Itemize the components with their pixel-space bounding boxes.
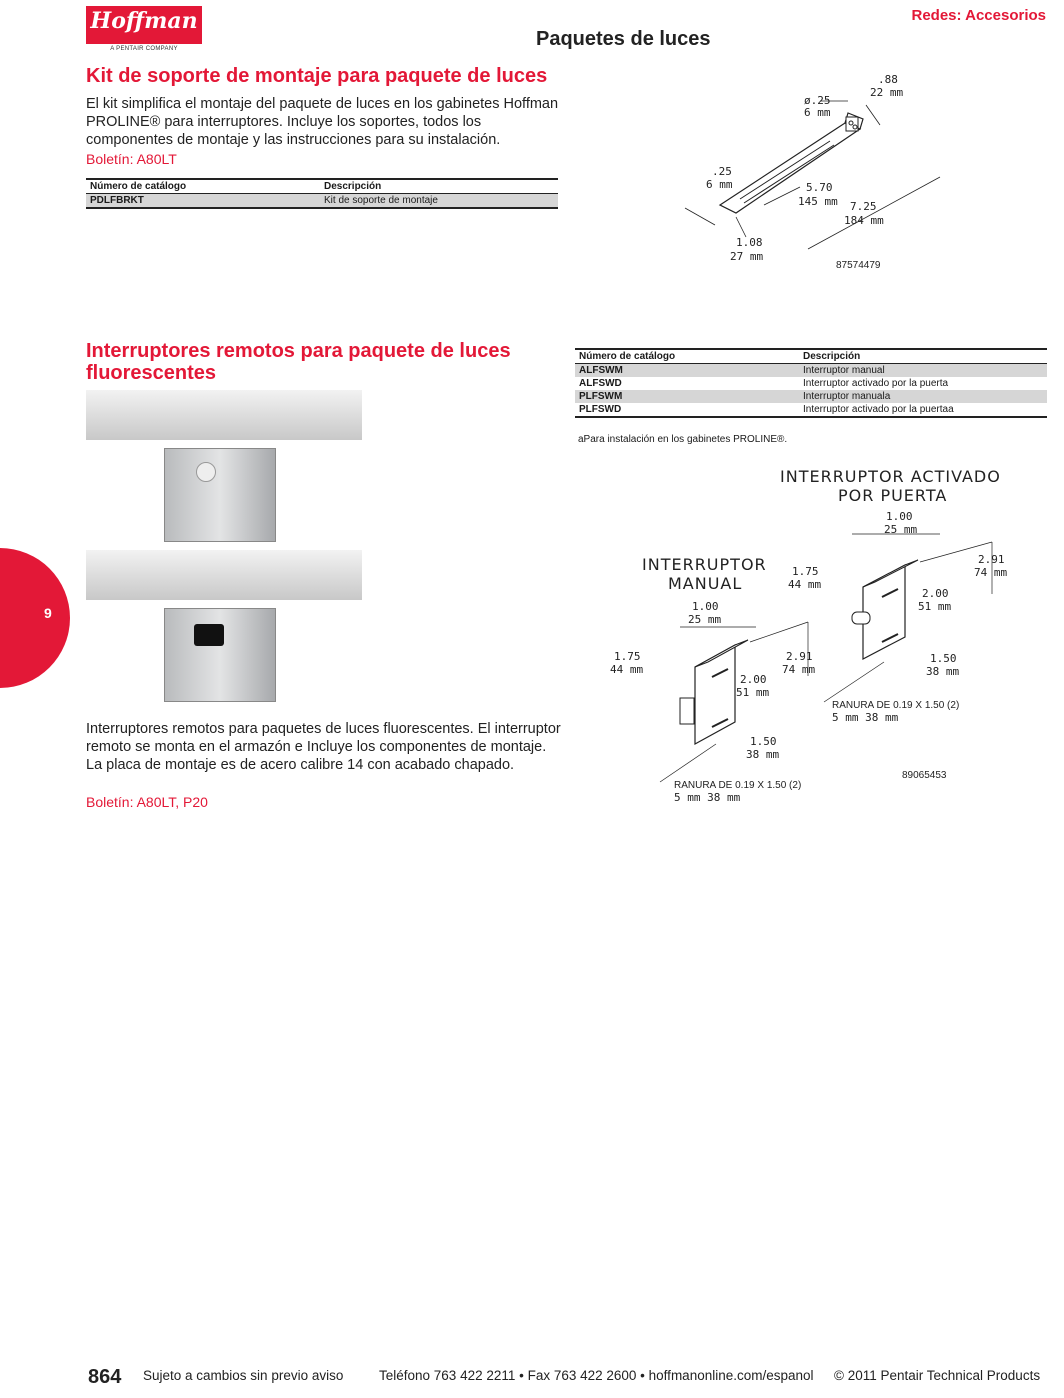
dim-text: 38 mm [926,665,960,678]
dim-text: 6 mm [706,178,733,191]
col-header-description: Descripción [799,349,1047,364]
table-row [575,377,1047,390]
catalog-number: ALFSWM [575,364,799,378]
dim-text: 145 mm [798,195,838,208]
rail-bottom [86,550,362,600]
dim-text: 51 mm [736,686,770,699]
part-number: 89065453 [902,770,947,781]
dim-text: 74 mm [782,663,816,676]
catalog-number: PDLFBRKT [86,194,320,209]
page-title: Paquetes de luces [536,28,711,50]
dim-text: 25 mm [688,613,722,626]
section2-bulletin: Boletín: A80LT, P20 [86,794,208,810]
logo-text: Hoffman [90,8,198,34]
dim-text: 1.50 [930,652,957,665]
section2-title-line1: Interruptores remotos para paquete de luces [86,340,511,362]
section2-body: Interruptores remotos para paquetes de luces fluorescentes. El interruptor remoto se monta en el armazón e Incluye los componentes de montaje. La placa de montaje es de acero calibre 14 con acabado chapado. [86,721,561,773]
dim-text: 74 mm [974,566,1008,579]
description: Kit de soporte de montaje [320,194,558,209]
slot-mm: 5 mm 38 mm [832,711,899,724]
logo-subtitle: A PENTAIR COMPANY [110,46,178,52]
slot-mm: 5 mm 38 mm [674,791,741,804]
footer-contact: Teléfono 763 422 2211 • Fax 763 422 2600 • hoffmanonline.com/espanol [379,1368,814,1383]
dim-text: 44 mm [788,578,822,591]
dim-text: 2.91 [786,650,813,663]
label-door-line1: INTERRUPTOR ACTIVADO [780,467,1001,486]
table-row [86,194,558,209]
section1-bulletin: Boletín: A80LT [86,151,177,167]
description: Interruptor activado por la puertaa [803,404,954,415]
dim-text: ø.25 [804,94,831,107]
dim-text: 7.25 [850,200,877,213]
page-number: 864 [88,1366,122,1388]
col-header-catalog: Número de catálogo [86,179,320,194]
label-manual-line2: MANUAL [668,574,743,593]
slot-label: RANURA DE 0.19 X 1.50 (2) [674,780,802,791]
table-footnote: aPara instalación en los gabinetes PROLINE®. [578,434,788,445]
catalog-number: PLFSWM [575,390,799,403]
dim-text: 25 mm [884,523,918,536]
label-manual-line1: INTERRUPTOR [642,555,767,574]
section2-catalog-table [575,348,1047,418]
bracket-drawing [670,65,960,280]
chapter-number: 9 [44,605,52,621]
rocker-switch-icon [194,624,224,646]
description: Interruptor manuala [799,390,1047,403]
dim-text: 1.50 [750,735,777,748]
manual-switch-plate [164,448,276,542]
description: Interruptor activado por la puerta [803,378,949,389]
footer-notice: Sujeto a cambios sin previo aviso [143,1368,344,1383]
dim-text: 2.00 [922,587,949,600]
section-tag: Redes: Accesorios [911,7,1046,24]
col-header-catalog: Número de catálogo [575,349,799,364]
dim-text: .25 [712,165,732,178]
label-door-line2: POR PUERTA [838,486,948,505]
dim-text: 1.75 [614,650,641,663]
dim-text: 5.70 [806,181,833,194]
dim-text: 1.00 [886,510,913,523]
table-row [575,364,1047,378]
dim-text: 1.08 [736,236,763,249]
dim-text: 2.91 [978,553,1005,566]
dim-text: 38 mm [746,748,780,761]
dim-text: 44 mm [610,663,644,676]
slot-label: RANURA DE 0.19 X 1.50 (2) [832,700,960,711]
dim-text: 22 mm [870,86,904,99]
dim-text: 1.75 [792,565,819,578]
section1-title: Kit de soporte de montaje para paquete de luces [86,65,548,87]
rail-top [86,390,362,440]
dim-text: 2.00 [740,673,767,686]
section1-body: El kit simplifica el montaje del paquete de luces en los gabinetes Hoffman PROLINE® para interruptores. Incluye los soportes, todos los componentes de montaje y las instrucciones para su instalación. [86,96,559,148]
dim-text: 27 mm [730,250,764,263]
chapter-tab [0,548,70,688]
hoffman-logo [86,6,202,44]
part-number: 87574479 [836,260,881,271]
door-switch-plate [164,608,276,702]
footer-copyright: © 2011 Pentair Technical Products [834,1368,1041,1383]
table-row [575,403,1047,417]
catalog-number: PLFSWD [579,404,622,415]
section2-title-line2: fluorescentes [86,362,217,384]
dim-text: 6 mm [804,106,831,119]
dim-text: 51 mm [918,600,952,613]
col-header-description: Descripción [320,179,558,194]
door-plunger-icon [196,462,216,482]
section1-catalog-table [86,178,558,209]
switch-product-photo [86,390,362,708]
dim-text: 184 mm [844,214,884,227]
description: Interruptor manual [799,364,1047,378]
table-row [575,390,1047,403]
dim-text: .88 [878,73,898,86]
dim-text: 1.00 [692,600,719,613]
switch-dimension-drawing [600,462,1030,812]
catalog-number: ALFSWD [579,378,622,389]
